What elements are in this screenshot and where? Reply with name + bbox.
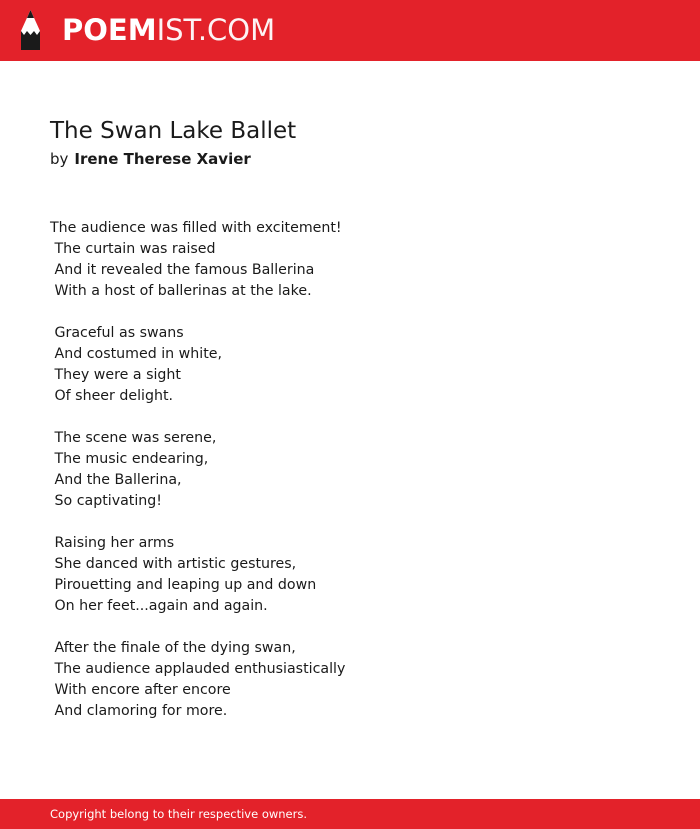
poem-line: Graceful as swans bbox=[50, 325, 184, 341]
site-header bbox=[0, 0, 700, 61]
poem-line: And clamoring for more. bbox=[50, 703, 228, 719]
pencil-icon[interactable] bbox=[18, 9, 43, 51]
stanza-break bbox=[50, 407, 650, 428]
poem-line: And costumed in white, bbox=[50, 346, 222, 362]
site-logo[interactable] bbox=[62, 12, 275, 48]
by-label: by bbox=[50, 150, 69, 168]
poem-line: The music endearing, bbox=[50, 451, 209, 467]
poem-body bbox=[50, 218, 650, 722]
poem-line: They were a sight bbox=[50, 367, 181, 383]
poem-line: The curtain was raised bbox=[50, 241, 216, 257]
copyright-text: Copyright belong to their respective owners. bbox=[50, 807, 308, 821]
author-name: Irene Therese Xavier bbox=[74, 150, 251, 168]
poem-line: So captivating! bbox=[50, 493, 162, 509]
poem-line: Raising her arms bbox=[50, 535, 175, 551]
logo-light-text: IST.COM bbox=[156, 13, 276, 47]
stanza-break bbox=[50, 302, 650, 323]
poem-line: After the finale of the dying swan, bbox=[50, 640, 296, 656]
stanza-break bbox=[50, 512, 650, 533]
poem-line: And it revealed the famous Ballerina bbox=[50, 262, 315, 278]
poem-line: The audience applauded enthusiastically bbox=[50, 661, 346, 677]
poem-line: With a host of ballerinas at the lake. bbox=[50, 283, 312, 299]
site-footer bbox=[0, 799, 700, 829]
byline bbox=[50, 149, 251, 169]
poem-line: Pirouetting and leaping up and down bbox=[50, 577, 317, 593]
poem-line: The scene was serene, bbox=[50, 430, 217, 446]
logo-bold-text: POEM bbox=[62, 13, 157, 47]
poem-line: And the Ballerina, bbox=[50, 472, 182, 488]
poem-line: On her feet...again and again. bbox=[50, 598, 268, 614]
poem-line: Of sheer delight. bbox=[50, 388, 174, 404]
poem-line: She danced with artistic gestures, bbox=[50, 556, 297, 572]
poem-line: With encore after encore bbox=[50, 682, 231, 698]
stanza-break bbox=[50, 617, 650, 638]
poem-line: The audience was filled with excitement! bbox=[50, 220, 342, 236]
poem-title: The Swan Lake Ballet bbox=[50, 118, 297, 144]
